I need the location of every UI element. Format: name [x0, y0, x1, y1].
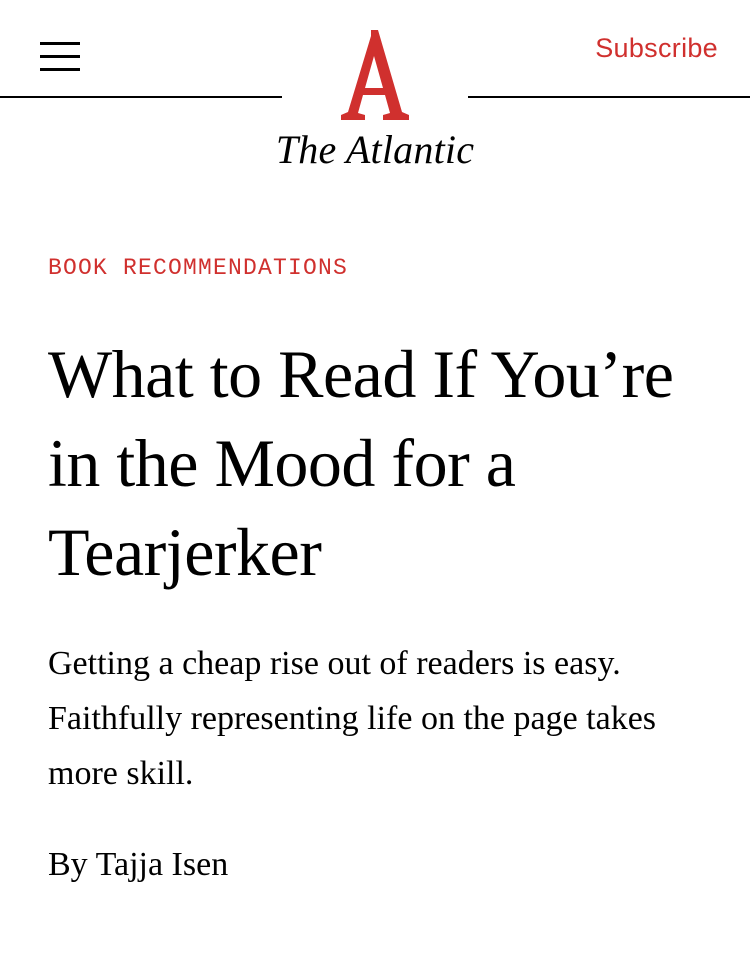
header-rule-left — [0, 96, 282, 98]
article-headline: What to Read If You’re in the Mood for a Tearjerker — [48, 336, 674, 590]
menu-bar-bottom — [40, 68, 80, 71]
logo-wordmark: The Atlantic — [275, 127, 475, 172]
site-logo[interactable] — [262, 30, 488, 180]
menu-bar-middle — [40, 55, 80, 58]
menu-bar-top — [40, 42, 80, 45]
atlantic-a-logo-icon — [338, 30, 412, 122]
header-rule-right — [468, 96, 750, 98]
section-label[interactable]: BOOK RECOMMENDATIONS — [48, 255, 349, 281]
article-dek: Getting a cheap rise out of readers is easy. Faithfully representing life on the page takes more skill. — [48, 645, 657, 792]
author-link[interactable]: Tajja Isen — [95, 846, 229, 883]
site-header — [0, 0, 750, 200]
byline — [48, 840, 228, 890]
hamburger-menu-icon[interactable] — [38, 40, 82, 74]
subscribe-link[interactable]: Subscribe — [595, 33, 718, 63]
byline-prefix: By — [48, 846, 88, 883]
